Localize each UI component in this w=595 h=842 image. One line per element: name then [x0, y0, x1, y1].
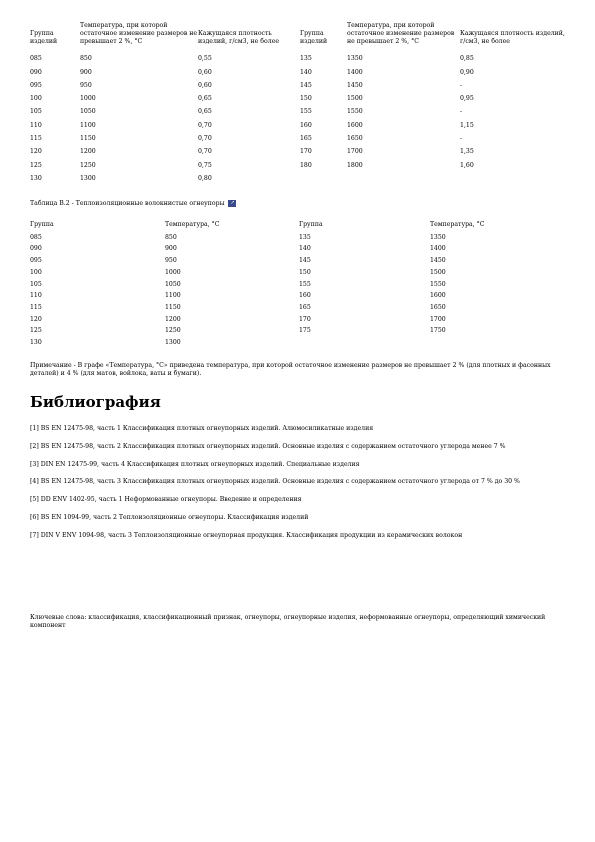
table-cell: 100 [30, 268, 42, 276]
bibliography-title: Библиография [30, 393, 161, 411]
table-cell [347, 175, 460, 188]
table-cell: 090 [30, 68, 42, 76]
table-cell: 1250 [165, 327, 181, 335]
table-cell: 1000 [165, 268, 181, 276]
table-cell: 110 [30, 292, 42, 300]
header-temperature: Температура, °С [165, 221, 220, 228]
table-row [30, 327, 565, 339]
table-row [30, 292, 565, 304]
table-cell: 095 [30, 257, 42, 265]
table-cell: 1,35 [460, 148, 474, 156]
table-cell: 145 [299, 257, 311, 265]
bibliography-list [30, 425, 565, 549]
table-row [30, 304, 565, 316]
table-row [30, 162, 565, 175]
table-fibrous-refractories [30, 221, 565, 351]
table-header-row [30, 22, 565, 55]
table-cell: 0,60 [198, 68, 212, 76]
table-cell: 1200 [80, 148, 96, 156]
table-note: Примечание - В графе «Температура, °С» приведена температура, при которой остаточное изменение размеров не превышает 2 % (для плотных и фасонных деталей) и 4 % (для матов, войлока, ваты и бумаги). [30, 362, 551, 377]
table-cell: 120 [30, 148, 42, 156]
table-cell: 1450 [347, 81, 363, 89]
table-cell: 140 [299, 245, 311, 253]
table-body [30, 55, 565, 188]
table-product-groups [30, 22, 565, 188]
header-density: Кажущаяся плотность изделий, г/см3, не более [460, 29, 565, 45]
table-cell: 0,80 [198, 174, 212, 182]
table-cell: 0,70 [198, 121, 212, 129]
table-row [30, 175, 565, 188]
table-caption-text: Таблица В.2 - Теплоизоляционные волокнистые огнеупоры [30, 200, 225, 207]
table-body [30, 234, 565, 351]
table-cell: 1300 [80, 174, 96, 182]
table-cell: 1400 [430, 245, 446, 253]
bibliography-item: [7] DIN V ENV 1094-98, часть 3 Теплоизоляционные огнеупорная продукция. Классификация продукции из керамических волокон [30, 531, 463, 539]
table-cell: 180 [300, 161, 312, 169]
bibliography-item: [4] BS EN 12475-98, часть 3 Классификация плотных огнеупорных изделий. Основные изделия с содержанием остаточного углерода от 7 % до 30 % [30, 478, 520, 486]
table-cell [430, 339, 565, 351]
table-caption [30, 200, 236, 208]
table-cell: 105 [30, 280, 42, 288]
table-cell: 165 [299, 303, 311, 311]
keywords: Ключевые слова: классификация, классификационный признак, огнеупоры, огнеупорные изделия, неформованные огнеупоры, определяющий химический компонент [30, 614, 546, 629]
table-cell: 1700 [347, 148, 363, 156]
table-cell: 155 [300, 108, 312, 116]
table-cell: 1,60 [460, 161, 474, 169]
table-cell: 1,15 [460, 121, 474, 129]
table-cell: 1650 [430, 303, 446, 311]
table-cell: 0,65 [198, 108, 212, 116]
table-cell: 130 [30, 174, 42, 182]
table-cell: 1150 [80, 135, 96, 143]
table-cell: 950 [80, 81, 92, 89]
table-row [30, 122, 565, 135]
table-cell: 900 [165, 245, 177, 253]
header-temperature: Температура, °С [430, 221, 485, 228]
table-cell: 150 [300, 95, 312, 103]
table-cell: 0,65 [198, 95, 212, 103]
table-cell: 125 [30, 161, 42, 169]
table-cell: 0,90 [460, 68, 474, 76]
table-cell: 150 [299, 268, 311, 276]
bibliography-item: [1] BS EN 12475-98, часть 1 Классификация плотных огнеупорных изделий. Алюмосиликатные изделия [30, 425, 374, 432]
table-row [30, 69, 565, 82]
table-cell: 1450 [430, 257, 446, 265]
header-group: Группа изделий [300, 29, 328, 45]
table-cell: 105 [30, 108, 42, 116]
bibliography-item: [2] BS EN 12475-98, часть 2 Классификация плотных огнеупорных изделий. Основные изделия с содержанием остаточного углерода менее 7 % [30, 442, 506, 450]
table-row [30, 245, 565, 257]
table-row [30, 257, 565, 269]
table-cell: - [460, 108, 463, 116]
table-cell: 1300 [165, 338, 181, 346]
table-cell: 130 [30, 338, 42, 346]
table-row [30, 135, 565, 148]
table-cell [460, 175, 565, 188]
table-cell: 165 [300, 135, 312, 143]
table-cell: 160 [300, 121, 312, 129]
table-cell [299, 339, 430, 351]
table-cell: 095 [30, 81, 42, 89]
table-cell: 1350 [347, 55, 363, 63]
table-cell: 1100 [165, 292, 181, 300]
table-cell: 085 [30, 233, 42, 241]
table-row [30, 82, 565, 95]
table-cell: 0,85 [460, 55, 474, 63]
table-cell: 1550 [347, 108, 363, 116]
table-cell: 120 [30, 315, 42, 323]
table-cell: 145 [300, 81, 312, 89]
table-cell: 125 [30, 327, 42, 335]
table-cell: 0,70 [198, 148, 212, 156]
table-cell: 0,70 [198, 135, 212, 143]
table-cell: 1100 [80, 121, 96, 129]
table-cell: 135 [300, 55, 312, 63]
table-header-row [30, 221, 565, 234]
table-cell: 090 [30, 245, 42, 253]
table-cell: 1350 [430, 233, 446, 241]
header-temperature: Температура, при которой остаточное изменение размеров не превышает 2 %, °С [347, 22, 455, 45]
table-cell: 110 [30, 121, 42, 129]
table-cell: 1650 [347, 135, 363, 143]
table-cell: 1050 [165, 280, 181, 288]
table-cell: 1000 [80, 95, 96, 103]
table-cell: 900 [80, 68, 92, 76]
table-cell: 950 [165, 257, 177, 265]
table-cell: 0,95 [460, 95, 474, 103]
table-cell: 0,55 [198, 55, 212, 63]
header-group: Группа [30, 221, 54, 228]
table-row [30, 316, 565, 328]
table-row [30, 339, 565, 351]
table-cell: 1250 [80, 161, 96, 169]
table-cell: 1050 [80, 108, 96, 116]
table-cell: 0,60 [198, 81, 212, 89]
table-cell: 155 [299, 280, 311, 288]
table-cell: 1750 [430, 327, 446, 335]
table-cell: 175 [299, 327, 311, 335]
header-group: Группа изделий [30, 29, 58, 45]
header-density: Кажущаяся плотность изделий, г/см3, не более [198, 29, 280, 45]
table-cell: 170 [299, 315, 311, 323]
bibliography-item: [5] DD ENV 1402-95, часть 1 Неформованные огнеупоры. Введение и определения [30, 496, 302, 503]
table-cell: 160 [299, 292, 311, 300]
table-row [30, 269, 565, 281]
table-cell: 115 [30, 303, 42, 311]
bibliography-item: [3] DIN EN 12475-99, часть 4 Классификация плотных огнеупорных изделий. Специальные изделия [30, 460, 360, 468]
table-cell: 170 [300, 148, 312, 156]
table-cell: 1600 [347, 121, 363, 129]
table-cell: 850 [165, 233, 177, 241]
table-cell [300, 175, 347, 188]
table-cell: 1150 [165, 303, 181, 311]
table-row [30, 108, 565, 121]
table-cell: 100 [30, 95, 42, 103]
table-cell: 140 [300, 68, 312, 76]
bibliography-item: [6] BS EN 1094-99, часть 2 Теплоизоляционные огнеупоры. Классификация изделий [30, 513, 309, 521]
table-cell: 0,75 [198, 161, 212, 169]
external-link-icon[interactable]: ↗ [230, 200, 235, 206]
header-temperature: Температура, при которой остаточное изменение размеров не превышает 2 %, °С [80, 22, 198, 45]
table-cell: 1500 [430, 268, 446, 276]
table-cell: 085 [30, 55, 42, 63]
header-group: Группа [299, 221, 323, 228]
table-cell: 1600 [430, 292, 446, 300]
table-cell: 1200 [165, 315, 181, 323]
table-row [30, 148, 565, 161]
table-row [30, 281, 565, 293]
table-cell: - [460, 135, 463, 143]
table-cell: 1400 [347, 68, 363, 76]
table-row [30, 234, 565, 246]
table-cell: 1500 [347, 95, 363, 103]
table-cell: 135 [299, 233, 311, 241]
table-row [30, 55, 565, 68]
table-cell: 1800 [347, 161, 363, 169]
table-cell: 115 [30, 135, 42, 143]
table-cell: - [460, 81, 463, 89]
table-cell: 1550 [430, 280, 446, 288]
table-cell: 850 [80, 55, 92, 63]
table-cell: 1700 [430, 315, 446, 323]
table-row [30, 95, 565, 108]
